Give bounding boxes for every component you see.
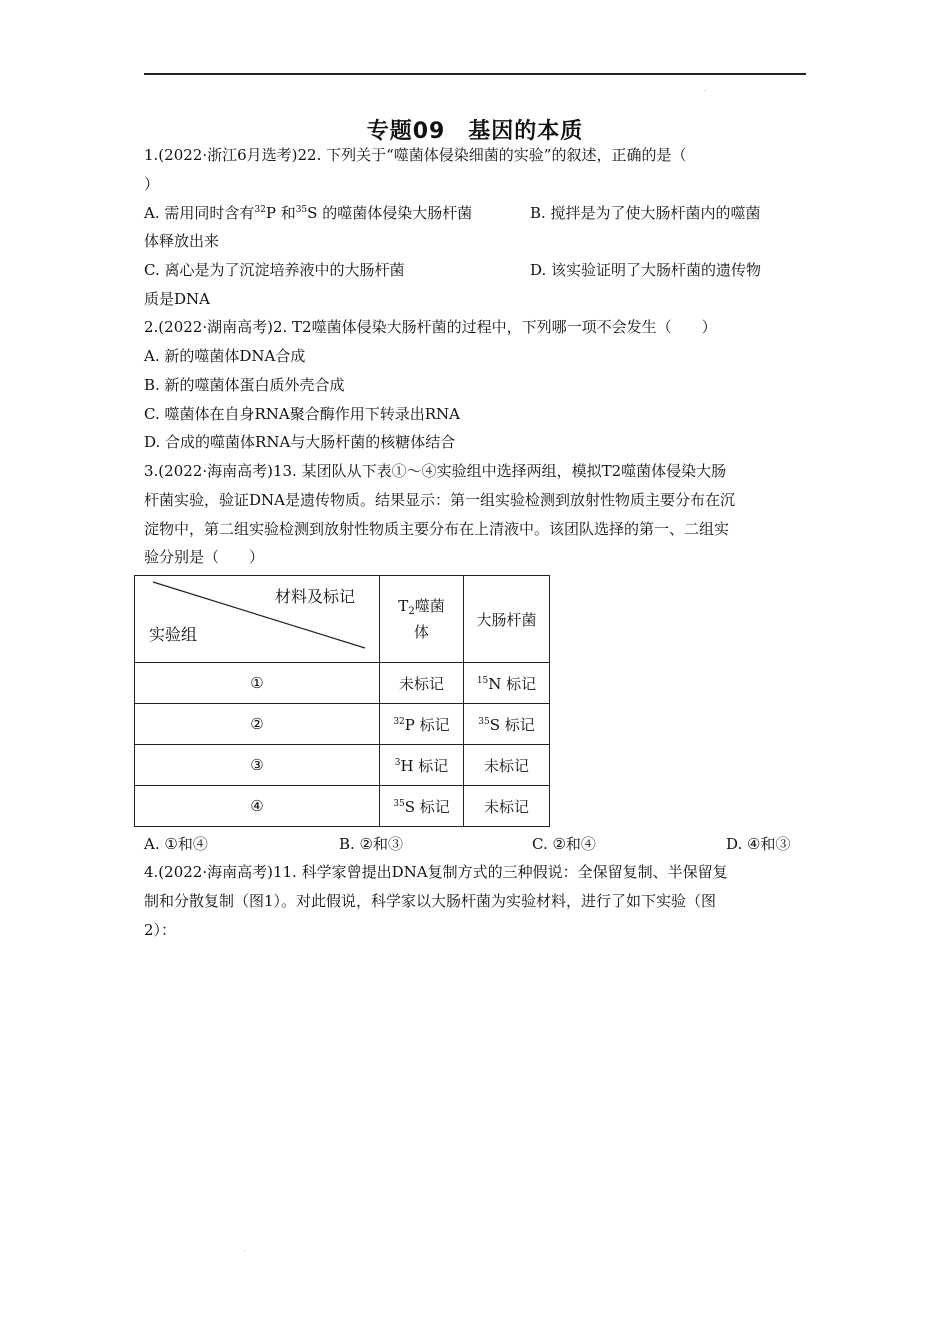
header-dot: . (704, 86, 706, 93)
ecoli-label-cell: $^{15}$N 标记 (464, 663, 550, 704)
group-cell: ② (135, 704, 380, 745)
q3-option-d: D. ④和③ (726, 835, 791, 853)
q1-stem-line1: 1.(2022·浙江6月选考)22. 下列关于“噬菌体侵染细菌的实验”的叙述，正确的是（ (144, 146, 687, 164)
t2-label-cell: 未标记 (380, 663, 464, 704)
ecoli-label-cell: 未标记 (464, 745, 550, 786)
q2-option-b: B. 新的噬菌体蛋白质外壳合成 (144, 376, 345, 394)
header-rule (144, 73, 806, 75)
table-diagonal-header (135, 576, 380, 663)
q3-stem-line3: 淀物中，第二组实验检测到放射性物质主要分布在上清液中。该团队选择的第一、二组实 (144, 520, 730, 538)
header-ecoli: 大肠杆菌 (464, 576, 550, 663)
q1-option-b-line2: 体释放出来 (144, 232, 220, 250)
q1-option-b-line1: B. 搅拌是为了使大肠杆菌内的噬菌 (530, 204, 761, 222)
q1-stem-line2: ） (144, 175, 160, 193)
q3-option-b: B. ②和③ (339, 835, 404, 853)
q3-option-c: C. ②和④ (532, 835, 596, 853)
table-row (135, 704, 550, 745)
experiment-table (134, 575, 550, 827)
q3-stem-line1: 3.(2022·海南高考)13. 某团队从下表①～④实验组中选择两组，模拟T2噬菌体侵染大肠 (144, 462, 727, 480)
footer-dot: . (244, 1246, 246, 1253)
ecoli-label-cell: $^{35}$S 标记 (464, 704, 550, 745)
page-title: 专题09 基因的本质 (366, 119, 584, 144)
q3-option-a: A. ①和④ (144, 835, 208, 853)
q2-option-d: D. 合成的噬菌体RNA与大肠杆菌的核糖体结合 (144, 433, 456, 451)
t2-label-cell: $^{32}$P 标记 (380, 704, 464, 745)
q1-option-d-line2: 质是DNA (144, 290, 210, 308)
q3-stem-line4: 验分别是（ ） (144, 548, 265, 566)
ecoli-label-cell: 未标记 (464, 786, 550, 827)
group-cell: ① (135, 663, 380, 704)
q1-option-c: C. 离心是为了沉淀培养液中的大肠杆菌 D. 该实验证明了大肠杆菌的遗传物 (144, 261, 762, 279)
t2-label-cell: $^{35}$S 标记 (380, 786, 464, 827)
table-row (135, 663, 550, 704)
q1-option-d-line1: D. 该实验证明了大肠杆菌的遗传物 (530, 261, 762, 279)
q3-stem-line2: 杆菌实验，验证DNA是遗传物质。结果显示：第一组实验检测到放射性物质主要分布在沉 (144, 491, 735, 509)
q4-stem-line1: 4.(2022·海南高考)11. 科学家曾提出DNA复制方式的三种假说：全保留复制、半保留复 (144, 863, 728, 881)
group-cell: ③ (135, 745, 380, 786)
q1-option-a: A. 需用同时含有$^{32}$P 和$^{35}$S 的噬菌体侵染大肠杆菌 B. 搅拌是为了使大肠杆菌内的噬菌 (144, 204, 761, 222)
table-row (135, 786, 550, 827)
q2-option-a: A. 新的噬菌体DNA合成 (144, 347, 306, 365)
header-materials-label: 材料及标记 (275, 587, 356, 606)
q2-option-c: C. 噬菌体在自身RNA聚合酶作用下转录出RNA (144, 405, 460, 423)
table-row (135, 745, 550, 786)
t2-label-cell: $^3$H 标记 (380, 745, 464, 786)
q4-stem-line2: 制和分散复制（图1）。对此假说，科学家以大肠杆菌为实验材料，进行了如下实验（图 (144, 892, 717, 910)
group-cell: ④ (135, 786, 380, 827)
q4-stem-line3: 2）： (144, 921, 177, 939)
header-t2-phage: $T_2$噬菌 体 (380, 576, 464, 663)
header-group-label: 实验组 (149, 625, 198, 644)
q2-stem: 2.(2022·湖南高考)2. T2噬菌体侵染大肠杆菌的过程中，下列哪一项不会发生（ ） (144, 318, 717, 336)
